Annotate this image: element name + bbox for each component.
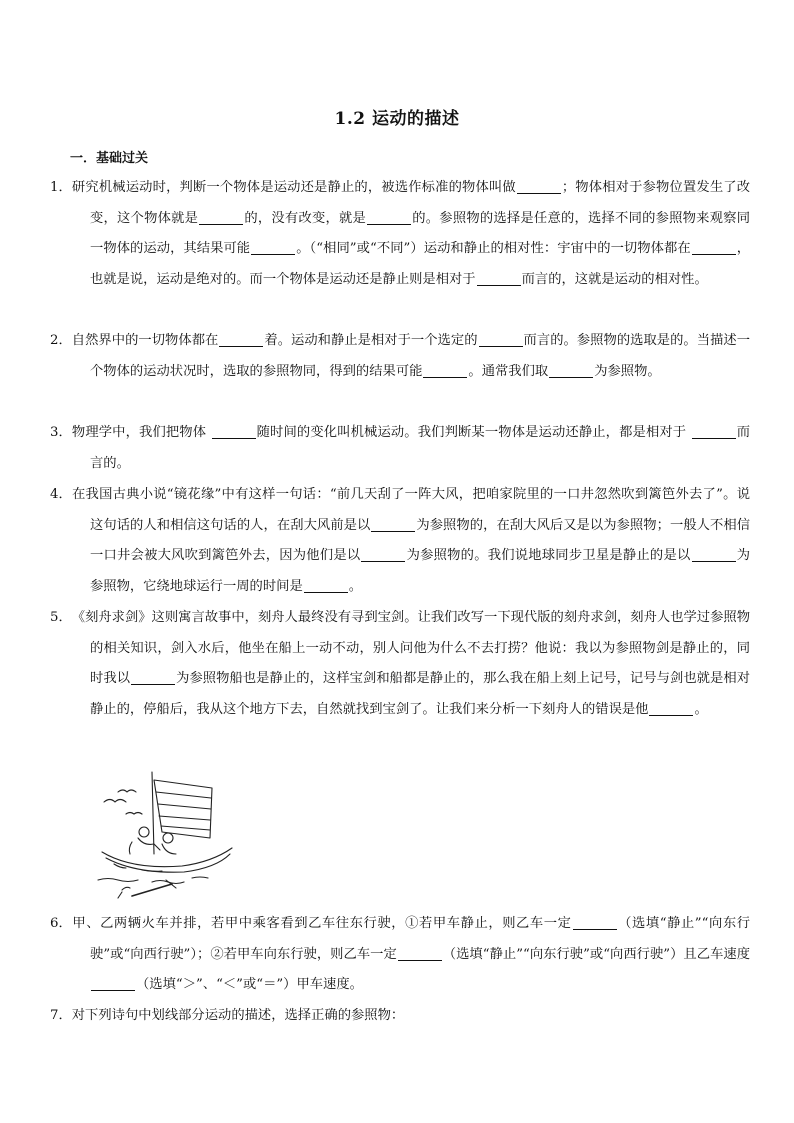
question-2 (50, 326, 751, 387)
question-number: 3． (50, 425, 72, 440)
answer-blank[interactable] (692, 239, 736, 255)
question-6 (50, 909, 750, 1001)
question-text: 。 (694, 701, 708, 717)
answer-blank[interactable] (91, 975, 135, 991)
answer-blank[interactable] (398, 945, 442, 961)
question-text: ，也就是说，运动是绝对的。而一个物体是运动还是静止则是相对于 (90, 241, 751, 287)
question-number: 5． (50, 610, 72, 625)
question-text: 甲、乙两辆火车并排，若甲中乘客看到乙车往东行驶，①若甲车静止，则乙车一定 (71, 916, 572, 931)
question-3 (50, 418, 751, 479)
answer-blank[interactable] (212, 423, 256, 439)
question-text: 着。运动和静止是相对于一个选定的 (264, 333, 478, 348)
question-text: ；物体相对于参物位置发生了改变，这个物体就是 (90, 180, 751, 226)
answer-blank[interactable] (361, 546, 405, 562)
question-7 (50, 1001, 750, 1032)
question-number: 1． (50, 180, 72, 195)
answer-blank[interactable] (304, 577, 348, 593)
answer-blank[interactable] (477, 270, 521, 286)
boat-sketch-image (92, 762, 242, 902)
question-text: 。通常我们取 (468, 363, 549, 379)
question-text: 的。参照物的选择是任意的，选择不同的参照物来观察同一物体的运动，其结果可能 (90, 210, 751, 256)
answer-blank[interactable] (573, 914, 617, 930)
question-text: 研究机械运动时，判断一个物体是运动还是静止的，被选作标准的物体叫做 (71, 180, 516, 195)
question-number: 7． (50, 1008, 72, 1023)
question-text: 为参照物的。我们说地球同步卫星是静止的是以 (406, 548, 691, 563)
question-text: 为参照物。 (594, 363, 661, 379)
question-number: 2． (50, 333, 72, 348)
answer-blank[interactable] (371, 516, 415, 532)
question-text: （选填“＞”、“＜”或“＝”）甲车速度。 (136, 977, 363, 992)
question-text: 的，没有改变，就是 (244, 210, 367, 226)
question-number: 4． (50, 487, 72, 502)
question-text: （选填“静止”“向东行驶”或“向西行驶”）且乙车速度 (442, 946, 750, 962)
answer-blank[interactable] (199, 209, 243, 225)
question-text: 为参照物船也是静止的，这样宝剑和船都是静止的，那么我在船上刻上记号，记号与剑也就是相对静止的，停船后，我从这个地方下去，自然就找到宝剑了。让我们来分析一下刻舟人的错误是他 (90, 671, 751, 717)
boat-illustration (92, 762, 242, 906)
answer-blank[interactable] (131, 669, 175, 685)
answer-blank[interactable] (219, 331, 263, 347)
question-number: 6． (50, 916, 72, 931)
question-text: 物理学中，我们把物体 (71, 425, 211, 440)
question-1 (50, 173, 751, 295)
question-text: 对下列诗句中划线部分运动的描述，选择正确的参照物： (71, 1008, 405, 1023)
question-text: 在我国古典小说“镜花缘”中有这样一句话：“前几天刮了一阵大风，把咱家院里的一口井忽然吹到篱笆外去了”。说这句话的人和相信这句话的人，在刮大风前是以 (71, 487, 750, 533)
section-heading: 一．基础过关 (70, 151, 149, 166)
bird-icon (118, 790, 136, 792)
bird-icon (126, 813, 142, 815)
question-text: 随时间的变化叫机械运动。我们判断某一物体是运动还静止，都是相对于 (256, 425, 691, 440)
question-text: 而言的。参照物的选取是的。当描述一个物体的运动状况时，选取的参照物同，得到的结果可能 (90, 333, 751, 379)
answer-blank[interactable] (692, 423, 736, 439)
bird-icon (104, 800, 126, 803)
question-text: 《刻舟求剑》这则寓言故事中，刻舟人最终没有寻到宝剑。让我们改写一下现代版的刻舟求剑，刻舟人也学过参照物的相关知识，剑入水后，他坐在船上一动不动，别人问他为什么不去打捞？他说：我以为参照物剑是静止的，同时我以 (71, 610, 750, 686)
question-text: 而言的。 (90, 425, 751, 471)
answer-blank[interactable] (692, 546, 736, 562)
answer-blank[interactable] (517, 178, 561, 194)
answer-blank[interactable] (423, 362, 467, 378)
question-text: 。 (348, 578, 363, 594)
question-5 (50, 603, 751, 725)
question-text: （选填“静止”“向东行驶”或“向西行驶”）；②若甲车向东行驶，则乙车一定 (90, 916, 750, 962)
answer-blank[interactable] (367, 209, 411, 225)
answer-blank[interactable] (649, 700, 693, 716)
question-text: 为参照物，它绕地球运行一周的时间是 (90, 548, 751, 594)
answer-blank[interactable] (479, 331, 523, 347)
question-text: 自然界中的一切物体都在 (71, 333, 219, 348)
page-title: 1.2 运动的描述 (334, 109, 460, 129)
question-4 (50, 480, 751, 602)
answer-blank[interactable] (549, 362, 593, 378)
question-text: 为参照物的，在刮大风后又是以为参照物；一般人不相信一口井会被大风吹到篱笆外去，因为他们是以 (90, 517, 751, 563)
answer-blank[interactable] (251, 239, 295, 255)
question-text: 。（“相同”或“不同”）运动和静止的相对性：宇宙中的一切物体都在 (296, 241, 691, 256)
question-text: 而言的，这就是运动的相对性。 (521, 271, 708, 287)
